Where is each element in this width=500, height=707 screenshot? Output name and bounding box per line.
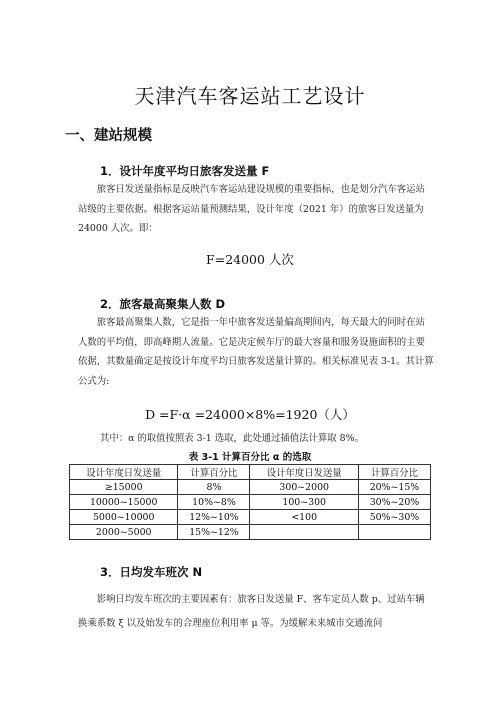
subsection-heading-daily-departures: 3．日均发车班次 N [100,565,203,579]
table-cell [358,525,430,540]
document-title: 天津汽车客运站工艺设计 [134,84,366,108]
table-header-cell: 计算百分比 [358,465,430,480]
table-cell: 10000~15000 [70,495,178,510]
formula-d: D =F·α =24000×8%=1920（人） [145,407,355,422]
table-cell: 8% [178,480,250,495]
subsection-heading-daily-passengers: 1．设计年度平均日旅客发送量 F [100,164,270,178]
table-header-row [70,465,431,480]
table-cell: 100~300 [250,495,358,510]
formula-f: F=24000 人次 [206,252,294,267]
table-row [70,525,431,540]
table-cell [250,525,358,540]
table-row [70,510,431,525]
paragraph-daily-departures: 影响日均发车班次的主要因素有：旅客日发送量 F、客车定员人数 p、过站车辆换乘系数 ξ 以及始发车的合理座位利用率 μ 等。为缓解未来城市交通流问 [78,594,425,629]
table-cell: 5000~10000 [70,510,178,525]
table-cell: 12%~10% [178,510,250,525]
table-cell: 2000~5000 [70,525,178,540]
paragraph-max-gathering: 旅客最高聚集人数，它是指一年中旅客发送量偏高期间内，每天最大的同时在站人数的平均值，即高峰期人流量。它是决定候车厅的最大容量和服务设施面积的主要依据，其数量确定是按设计年度平均日旅客发送量计算的。相关标准见表 3-1。其计算公式为: [78,317,434,387]
table-header-cell: 计算百分比 [178,465,250,480]
table-cell: <100 [250,510,358,525]
percentage-table [69,464,431,540]
section-heading-scale: 一、建站规模 [65,128,152,144]
table-header-cell: 设计年度日发送量 [250,465,358,480]
table-caption: 表 3-1 计算百分比 α 的选取 [188,452,312,463]
table-cell: ≥15000 [70,480,178,495]
paragraph-daily-passengers: 旅客日发送量指标是反映汽车客运站建设规模的重要指标，也是划分汽车客运站站级的主要依据。根据客运站量预测结果，设计年度（2021 年）的旅客日发送量为 24000 人次。即： [78,184,425,234]
table-row [70,480,431,495]
table-row [70,495,431,510]
subsection-heading-max-gathering: 2．旅客最高聚集人数 D [100,297,226,311]
table-cell: 30%~20% [358,495,430,510]
formula-note: 其中：α 的取值按照表 3-1 选取，此处通过插值法计算取 8%。 [100,433,364,444]
table-cell: 50%~30% [358,510,430,525]
table-cell: 20%~15% [358,480,430,495]
table-cell: 10%~8% [178,495,250,510]
table-cell: 300~2000 [250,480,358,495]
table-header-cell: 设计年度日发送量 [70,465,178,480]
table-cell: 15%~12% [178,525,250,540]
